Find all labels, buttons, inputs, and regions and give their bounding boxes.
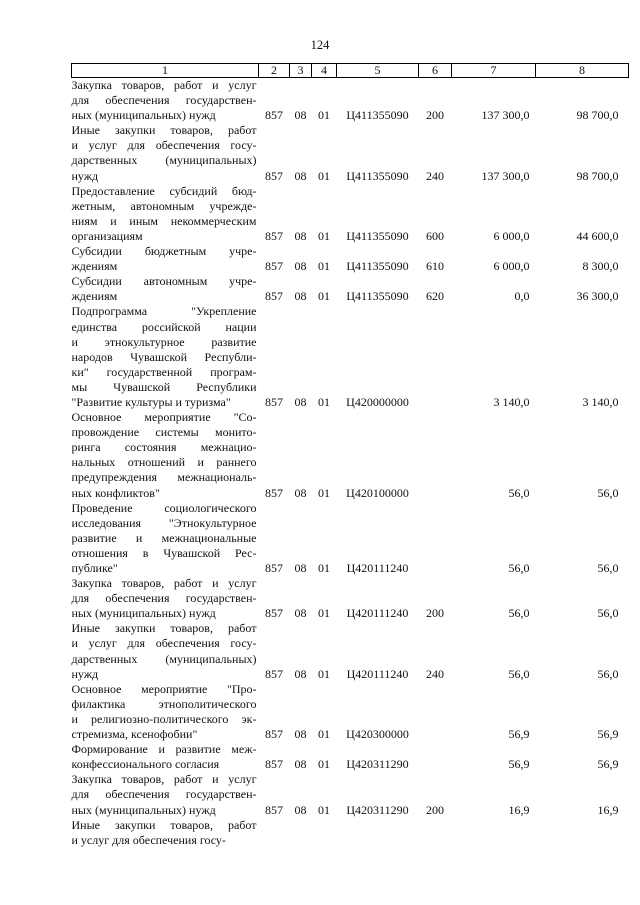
description-line: для обеспечения государствен- <box>71 787 257 802</box>
ministry-code: 857 <box>265 485 283 500</box>
description-line: Основное мероприятие "Со- <box>71 410 257 425</box>
table-row <box>72 742 629 772</box>
amount-year-1: 6 000,0 <box>493 259 530 274</box>
description-line: народов Чувашской Республи- <box>71 349 257 364</box>
expense-type-code: 240 <box>426 168 444 183</box>
amount-year-1: 3 140,0 <box>493 394 530 409</box>
expense-type-code: 200 <box>426 802 444 817</box>
row-description <box>72 772 259 817</box>
description-line: ных конфликтов" <box>71 485 160 500</box>
target-article-code: Ц411355090 <box>346 228 409 243</box>
table-row <box>72 818 629 848</box>
description-line: организациям <box>71 228 143 243</box>
target-article-code: Ц420311290 <box>346 757 409 772</box>
target-article-code: Ц420311290 <box>346 802 409 817</box>
section-code <box>290 818 312 848</box>
description-line: Иные закупки товаров, работ <box>71 621 257 636</box>
table-row <box>72 682 629 742</box>
target-article-code: Ц411355090 <box>346 259 409 274</box>
description-line: Субсидии автономным учре- <box>71 274 257 289</box>
expense-type-code: 200 <box>426 606 444 621</box>
row-description <box>72 274 259 304</box>
description-line: Иные закупки товаров, работ <box>71 123 257 138</box>
expense-type-code <box>419 682 452 742</box>
row-description <box>72 742 259 772</box>
expense-type-code: 240 <box>426 666 444 681</box>
amount-year-2: 8 300,0 <box>582 259 619 274</box>
description-line: для обеспечения государствен- <box>71 591 257 606</box>
description-line: публике" <box>71 561 118 575</box>
target-article-code: Ц420300000 <box>346 727 409 742</box>
amount-year-1 <box>452 818 536 848</box>
amount-year-1: 56,0 <box>508 561 530 575</box>
table-row <box>72 501 629 576</box>
target-article-code: Ц411355090 <box>346 289 409 304</box>
header-col-1: 1 <box>72 64 259 78</box>
amount-year-2: 44 600,0 <box>576 228 619 243</box>
expense-type-code: 610 <box>426 259 444 274</box>
description-line: единства российской нации <box>71 319 257 334</box>
ministry-code <box>259 818 290 848</box>
section-code: 08 <box>294 289 307 304</box>
description-line: и религиозно-политического эк- <box>71 711 257 726</box>
section-code: 08 <box>294 561 307 575</box>
target-article-code: Ц420111240 <box>346 666 409 681</box>
budget-table <box>71 63 629 848</box>
section-code: 08 <box>294 666 307 681</box>
row-description <box>72 818 259 848</box>
ministry-code: 857 <box>265 757 283 772</box>
amount-year-1: 56,0 <box>508 485 530 500</box>
description-line: и услуг для обеспечения госу- <box>71 832 226 847</box>
description-line: ждениям <box>71 259 118 274</box>
table-row <box>72 123 629 183</box>
target-article-code: Ц420000000 <box>346 394 409 409</box>
table-row <box>72 304 629 410</box>
description-line: Закупка товаров, работ и услуг <box>71 576 257 591</box>
row-description <box>72 184 259 244</box>
row-description <box>72 304 259 410</box>
subsection-code: 01 <box>318 666 330 681</box>
section-code: 08 <box>294 757 307 772</box>
ministry-code: 857 <box>265 168 283 183</box>
subsection-code: 01 <box>318 606 330 621</box>
ministry-code: 857 <box>265 606 283 621</box>
description-line: Субсидии бюджетным учре- <box>71 244 257 259</box>
description-line: Проведение социологического <box>71 500 257 515</box>
amount-year-2: 3 140,0 <box>582 394 619 409</box>
ministry-code: 857 <box>265 289 283 304</box>
description-line: исследования "Этнокультурное <box>71 515 257 530</box>
subsection-code <box>312 818 337 848</box>
row-description <box>72 244 259 274</box>
description-line: и этнокультурное развитие <box>71 334 257 349</box>
description-line: стремизма, ксенофобии" <box>71 727 198 742</box>
amount-year-1: 6 000,0 <box>493 228 530 243</box>
amount-year-2: 56,0 <box>597 666 619 681</box>
target-article-code: Ц420111240 <box>346 606 409 621</box>
expense-type-code <box>419 410 452 501</box>
row-description <box>72 501 259 576</box>
table-row <box>72 621 629 681</box>
description-line: ринга состояния межнацио- <box>71 440 257 455</box>
ministry-code: 857 <box>265 228 283 243</box>
description-line: филактика этнополитического <box>71 696 257 711</box>
target-article-code: Ц411355090 <box>346 168 409 183</box>
page-number: 124 <box>310 38 330 52</box>
table-row <box>72 78 629 124</box>
ministry-code: 857 <box>265 108 283 123</box>
description-line: ных (муниципальных) нужд <box>71 606 216 621</box>
description-line: ных (муниципальных) нужд <box>71 802 216 817</box>
amount-year-2 <box>536 818 629 848</box>
ministry-code: 857 <box>265 666 283 681</box>
expense-type-code <box>419 742 452 772</box>
amount-year-2: 56,0 <box>597 606 619 621</box>
description-line: ждениям <box>71 289 118 304</box>
amount-year-2: 36 300,0 <box>576 289 619 304</box>
description-line: дарственных (муниципальных) <box>71 651 257 666</box>
row-description <box>72 682 259 742</box>
subsection-code: 01 <box>318 228 330 243</box>
description-line: ниям и иным некоммерческим <box>71 213 257 228</box>
description-line: и услуг для обеспечения госу- <box>71 138 257 153</box>
header-col-6: 6 <box>419 64 452 78</box>
row-description <box>72 123 259 183</box>
amount-year-2: 98 700,0 <box>576 108 619 123</box>
expense-type-code <box>419 501 452 576</box>
target-article-code: Ц411355090 <box>346 108 409 123</box>
description-line: ных (муниципальных) нужд <box>71 108 216 123</box>
subsection-code: 01 <box>318 168 330 183</box>
row-description <box>72 621 259 681</box>
description-line: ки" государственной програм- <box>71 364 257 379</box>
description-line: Закупка товаров, работ и услуг <box>71 772 257 787</box>
section-code: 08 <box>294 485 307 500</box>
amount-year-1: 0,0 <box>514 289 530 304</box>
header-col-8: 8 <box>536 64 629 78</box>
target-article-code: Ц420100000 <box>346 485 409 500</box>
amount-year-1: 56,9 <box>508 757 530 772</box>
expense-type-code: 600 <box>426 228 444 243</box>
amount-year-1: 137 300,0 <box>481 168 530 183</box>
ministry-code: 857 <box>265 561 283 575</box>
subsection-code: 01 <box>318 259 330 274</box>
subsection-code: 01 <box>318 561 330 575</box>
subsection-code: 01 <box>318 757 330 772</box>
amount-year-1: 56,0 <box>508 606 530 621</box>
description-line: Формирование и развитие меж- <box>71 742 257 757</box>
description-line: Закупка товаров, работ и услуг <box>71 78 257 92</box>
table-row <box>72 184 629 244</box>
expense-type-code <box>419 304 452 410</box>
row-description <box>72 410 259 501</box>
ministry-code: 857 <box>265 394 283 409</box>
description-line: предупреждения межнациональ- <box>71 470 257 485</box>
table-row <box>72 410 629 501</box>
target-article-code <box>337 818 419 848</box>
table-row <box>72 772 629 817</box>
section-code: 08 <box>294 727 307 742</box>
section-code: 08 <box>294 394 307 409</box>
description-line: нальных отношений и раннего <box>71 455 257 470</box>
description-line: мы Чувашской Республики <box>71 379 257 394</box>
amount-year-2: 56,0 <box>597 485 619 500</box>
subsection-code: 01 <box>318 802 330 817</box>
ministry-code: 857 <box>265 727 283 742</box>
expense-type-code: 620 <box>426 289 444 304</box>
header-col-3: 3 <box>290 64 312 78</box>
table-row <box>72 576 629 621</box>
description-line: отношения в Чувашской Рес- <box>71 545 257 560</box>
header-col-7: 7 <box>452 64 536 78</box>
amount-year-2: 56,0 <box>597 561 619 575</box>
header-col-5: 5 <box>337 64 419 78</box>
amount-year-2: 56,9 <box>597 727 619 742</box>
table-row <box>72 274 629 304</box>
subsection-code: 01 <box>318 485 330 500</box>
section-code: 08 <box>294 108 307 123</box>
expense-type-code: 200 <box>426 108 444 123</box>
section-code: 08 <box>294 802 307 817</box>
description-line: и услуг для обеспечения госу- <box>71 636 257 651</box>
section-code: 08 <box>294 606 307 621</box>
expense-type-code <box>419 818 452 848</box>
description-line: Иные закупки товаров, работ <box>71 817 257 832</box>
description-line: развитие и межнациональные <box>71 530 257 545</box>
description-line: Предоставление субсидий бюд- <box>71 183 257 198</box>
subsection-code: 01 <box>318 289 330 304</box>
description-line: Подпрограмма "Укрепление <box>71 304 257 319</box>
description-line: жетным, автономным учрежде- <box>71 198 257 213</box>
target-article-code: Ц420111240 <box>346 561 409 575</box>
description-line: для обеспечения государствен- <box>71 93 257 108</box>
description-line: конфессионального согласия <box>71 757 220 772</box>
header-col-4: 4 <box>312 64 337 78</box>
subsection-code: 01 <box>318 727 330 742</box>
ministry-code: 857 <box>265 259 283 274</box>
header-col-2: 2 <box>259 64 290 78</box>
description-line: провождение системы монито- <box>71 425 257 440</box>
ministry-code: 857 <box>265 802 283 817</box>
amount-year-1: 16,9 <box>508 802 530 817</box>
section-code: 08 <box>294 259 307 274</box>
subsection-code: 01 <box>318 108 330 123</box>
amount-year-2: 56,9 <box>597 757 619 772</box>
section-code: 08 <box>294 228 307 243</box>
subsection-code: 01 <box>318 394 330 409</box>
amount-year-1: 137 300,0 <box>481 108 530 123</box>
amount-year-1: 56,9 <box>508 727 530 742</box>
section-code: 08 <box>294 168 307 183</box>
row-description <box>72 78 259 124</box>
description-line: нужд <box>71 168 99 183</box>
description-line: Основное мероприятие "Про- <box>71 681 257 696</box>
amount-year-2: 98 700,0 <box>576 168 619 183</box>
amount-year-2: 16,9 <box>597 802 619 817</box>
description-line: нужд <box>71 666 99 681</box>
row-description <box>72 576 259 621</box>
description-line: дарственных (муниципальных) <box>71 153 257 168</box>
table-header-row <box>72 64 629 78</box>
table-row <box>72 244 629 274</box>
amount-year-1: 56,0 <box>508 666 530 681</box>
description-line: "Развитие культуры и туризма" <box>71 394 231 409</box>
